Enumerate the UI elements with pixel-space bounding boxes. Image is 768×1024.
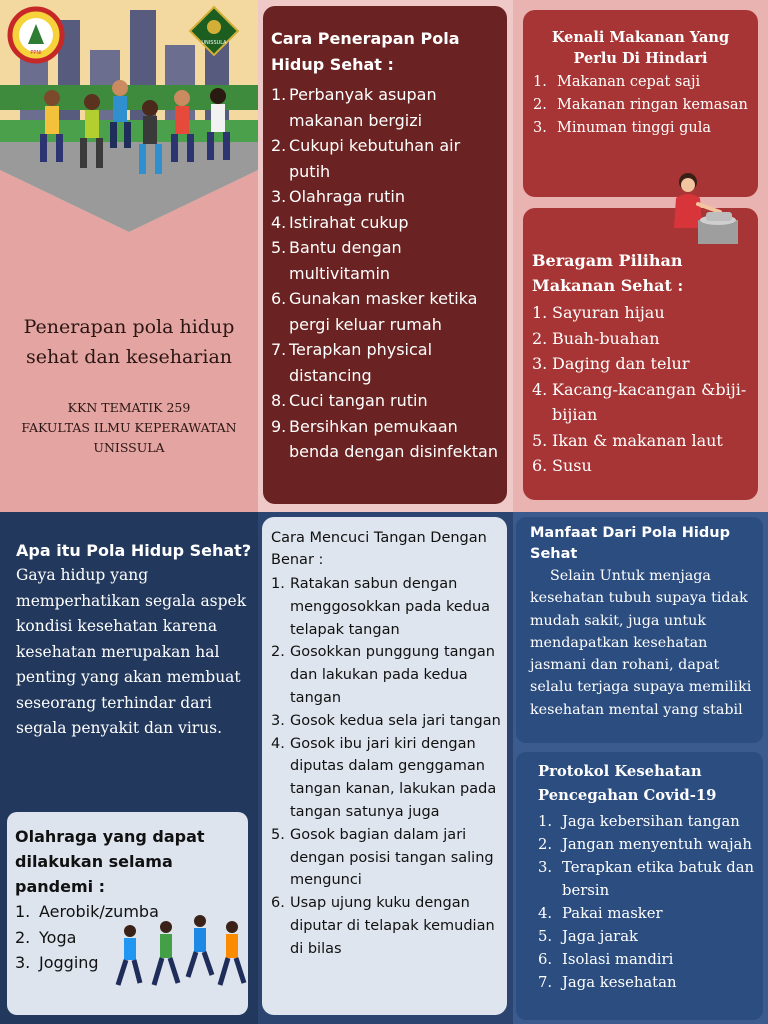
item-text: Bantu dengan multivitamin bbox=[289, 238, 402, 283]
item-number: 3. bbox=[271, 712, 285, 729]
item-text: Daging dan telur bbox=[552, 354, 690, 373]
item-number: 2. bbox=[271, 644, 285, 661]
item-text: Gunakan masker ketika pergi keluar rumah bbox=[289, 289, 478, 334]
item-number: 3. bbox=[15, 953, 31, 972]
list-item bbox=[532, 377, 750, 428]
cover-subtitle bbox=[4, 398, 254, 458]
item-number: 2. bbox=[15, 927, 31, 947]
cara-penerapan-heading: Cara Penerapan Pola Hidup Sehat : bbox=[271, 29, 460, 74]
item-text: Ikan & makanan laut bbox=[552, 430, 723, 450]
item-text: Susu bbox=[552, 456, 592, 475]
protokol-card bbox=[516, 752, 763, 1020]
item-text: Perbanyak asupan makanan bergizi bbox=[289, 85, 437, 130]
item-text: Istirahat cukup bbox=[289, 212, 409, 232]
item-text: Cuci tangan rutin bbox=[289, 391, 428, 410]
list-item bbox=[538, 810, 755, 833]
item-text: Jaga kebersihan tangan bbox=[562, 813, 740, 830]
item-number: 4. bbox=[271, 212, 287, 232]
kenali-list bbox=[533, 71, 748, 140]
cara-penerapan-card bbox=[263, 6, 507, 504]
item-text: Buah-buahan bbox=[552, 328, 660, 348]
item-number: 9. bbox=[271, 416, 287, 436]
subtitle-line: KKN TEMATIK 259 bbox=[67, 400, 191, 415]
item-text: Terapkan physical distancing bbox=[289, 340, 433, 385]
list-item bbox=[271, 184, 499, 210]
item-text: Jogging bbox=[39, 953, 99, 972]
manfaat-heading: Manfaat Dari Pola Hidup Sehat bbox=[530, 525, 730, 562]
item-number: 6. bbox=[271, 895, 285, 912]
subtitle-line: UNISSULA bbox=[93, 440, 165, 455]
list-item bbox=[532, 453, 750, 479]
list-item bbox=[271, 733, 501, 824]
list-item bbox=[271, 573, 501, 641]
item-number: 8. bbox=[271, 391, 287, 410]
list-item bbox=[538, 902, 755, 925]
item-number: 1. bbox=[533, 74, 547, 90]
svg-text:UNISSULA: UNISSULA bbox=[201, 40, 227, 46]
item-number: 1. bbox=[538, 813, 553, 830]
item-text: Gosok bagian dalam jari dengan posisi tangan saling mengunci bbox=[290, 826, 494, 889]
item-text: Olahraga rutin bbox=[289, 187, 405, 206]
olahraga-heading: Olahraga yang dapat dilakukan selama pandemi : bbox=[15, 827, 205, 896]
item-text: Yoga bbox=[39, 927, 77, 947]
kenali-heading: Kenali Makanan Yang Perlu Di Hindari bbox=[551, 29, 730, 67]
page-title: Penerapan pola hidup sehat dan keseharian bbox=[23, 316, 235, 368]
item-text: Aerobik/zumba bbox=[39, 902, 159, 921]
item-number: 3. bbox=[533, 120, 547, 136]
list-item bbox=[538, 856, 755, 902]
item-text: Ratakan sabun dengan menggosokkan pada kedua telapak tangan bbox=[290, 576, 491, 638]
list-item bbox=[538, 948, 755, 971]
item-number: 5. bbox=[271, 826, 285, 843]
item-text: Jaga kesehatan bbox=[562, 974, 677, 991]
item-number: 1. bbox=[532, 303, 548, 322]
item-text: Terapkan etika batuk dan bersin bbox=[562, 859, 755, 899]
item-text: Minuman tinggi gula bbox=[557, 120, 712, 136]
item-text: Makanan cepat saji bbox=[557, 74, 701, 90]
item-text: Jaga jarak bbox=[562, 928, 639, 945]
list-item bbox=[533, 117, 748, 140]
cara-penerapan-list bbox=[271, 82, 499, 465]
item-text: Isolasi mandiri bbox=[562, 951, 674, 968]
item-number: 7. bbox=[538, 974, 553, 991]
list-item bbox=[532, 351, 750, 377]
item-number: 3. bbox=[532, 354, 548, 373]
item-number: 2. bbox=[532, 328, 548, 348]
item-number: 4. bbox=[532, 379, 548, 399]
item-text: Cukupi kebutuhan air putih bbox=[289, 136, 461, 181]
item-number: 6. bbox=[271, 289, 287, 308]
item-number: 5. bbox=[538, 928, 553, 945]
list-item bbox=[271, 388, 499, 414]
apa-itu-body: Gaya hidup yang memperhatikan segala aspek kondisi kesehatan karena kesehatan merupakan hal penting yang akan membuat seseorang terhindar dari segala penyakit dan virus. bbox=[16, 566, 247, 737]
item-text: Usap ujung kuku dengan diputar di telapak kemudian di bilas bbox=[290, 895, 495, 957]
manfaat-body: Selain Untuk menjaga kesehatan tubuh supaya tidak mudah sakit, juga untuk mendapatkan kesehatan jasmani dan rohani, dapat selalu terjaga supaya memiliki kesehatan mental yang stabil bbox=[530, 568, 752, 718]
ppni-logo-icon bbox=[10, 9, 62, 61]
item-text: Pakai masker bbox=[562, 905, 663, 922]
cooking-woman-icon bbox=[662, 168, 742, 246]
list-item bbox=[271, 710, 501, 733]
list-item bbox=[538, 833, 755, 856]
list-item bbox=[271, 210, 499, 236]
item-number: 1. bbox=[15, 902, 31, 921]
cuci-tangan-card bbox=[262, 517, 507, 1015]
item-number: 2. bbox=[538, 836, 553, 853]
item-text: Gosok kedua sela jari tangan bbox=[290, 712, 501, 729]
list-item bbox=[533, 94, 748, 117]
item-text: Makanan ringan kemasan bbox=[557, 97, 748, 113]
item-number: 4. bbox=[271, 735, 285, 752]
exercise-illustration bbox=[0, 0, 258, 282]
list-item bbox=[538, 925, 755, 948]
item-text: Jangan menyentuh wajah bbox=[562, 836, 752, 853]
list-item bbox=[271, 286, 499, 337]
cuci-tangan-heading: Cara Mencuci Tangan Dengan Benar : bbox=[271, 530, 487, 568]
apa-itu-section bbox=[16, 538, 254, 742]
item-number: 1. bbox=[271, 85, 287, 104]
item-text: Bersihkan pemukaan benda dengan disinfektan bbox=[289, 416, 498, 461]
item-number: 5. bbox=[532, 430, 548, 450]
list-item bbox=[271, 235, 499, 286]
list-item bbox=[271, 414, 499, 465]
list-item bbox=[271, 824, 501, 892]
item-number: 7. bbox=[271, 340, 287, 359]
protokol-list bbox=[538, 810, 755, 994]
list-item bbox=[533, 71, 748, 94]
item-number: 4. bbox=[538, 905, 553, 922]
item-text: Gosokkan punggung tangan dan lakukan pada kedua tangan bbox=[290, 644, 495, 706]
list-item bbox=[271, 133, 499, 184]
manfaat-card bbox=[516, 517, 763, 743]
item-number: 3. bbox=[271, 187, 287, 206]
subtitle-line: FAKULTAS ILMU KEPERAWATAN bbox=[21, 420, 237, 435]
item-text: Sayuran hijau bbox=[552, 303, 665, 322]
list-item bbox=[271, 641, 501, 709]
list-item bbox=[271, 337, 499, 388]
beragam-heading: Beragam Pilihan Makanan Sehat : bbox=[532, 251, 684, 295]
runners-icon bbox=[108, 915, 248, 1015]
item-number: 6. bbox=[538, 951, 553, 968]
item-number: 3. bbox=[538, 859, 553, 876]
protokol-heading: Protokol Kesehatan Pencegahan Covid-19 bbox=[538, 763, 717, 804]
svg-text:PPNI: PPNI bbox=[30, 50, 42, 56]
list-item bbox=[271, 82, 499, 133]
item-number: 6. bbox=[532, 456, 548, 475]
list-item bbox=[532, 428, 750, 454]
beragam-makanan-card bbox=[523, 208, 758, 500]
cuci-tangan-list bbox=[271, 573, 501, 961]
item-number: 2. bbox=[533, 97, 547, 113]
item-number: 2. bbox=[271, 136, 287, 155]
list-item bbox=[538, 971, 755, 994]
beragam-list bbox=[532, 300, 750, 479]
apa-itu-heading: Apa itu Pola Hidup Sehat? bbox=[16, 541, 252, 560]
list-item bbox=[271, 892, 501, 960]
item-number: 1. bbox=[271, 576, 285, 592]
item-text: Gosok ibu jari kiri dengan diputas dalam genggaman tangan kanan, lakukan pada tangan satunya juga bbox=[290, 735, 497, 820]
item-text: Kacang-kacangan &biji-bijian bbox=[552, 379, 747, 424]
item-number: 5. bbox=[271, 238, 287, 257]
list-item bbox=[532, 326, 750, 352]
list-item bbox=[532, 300, 750, 326]
